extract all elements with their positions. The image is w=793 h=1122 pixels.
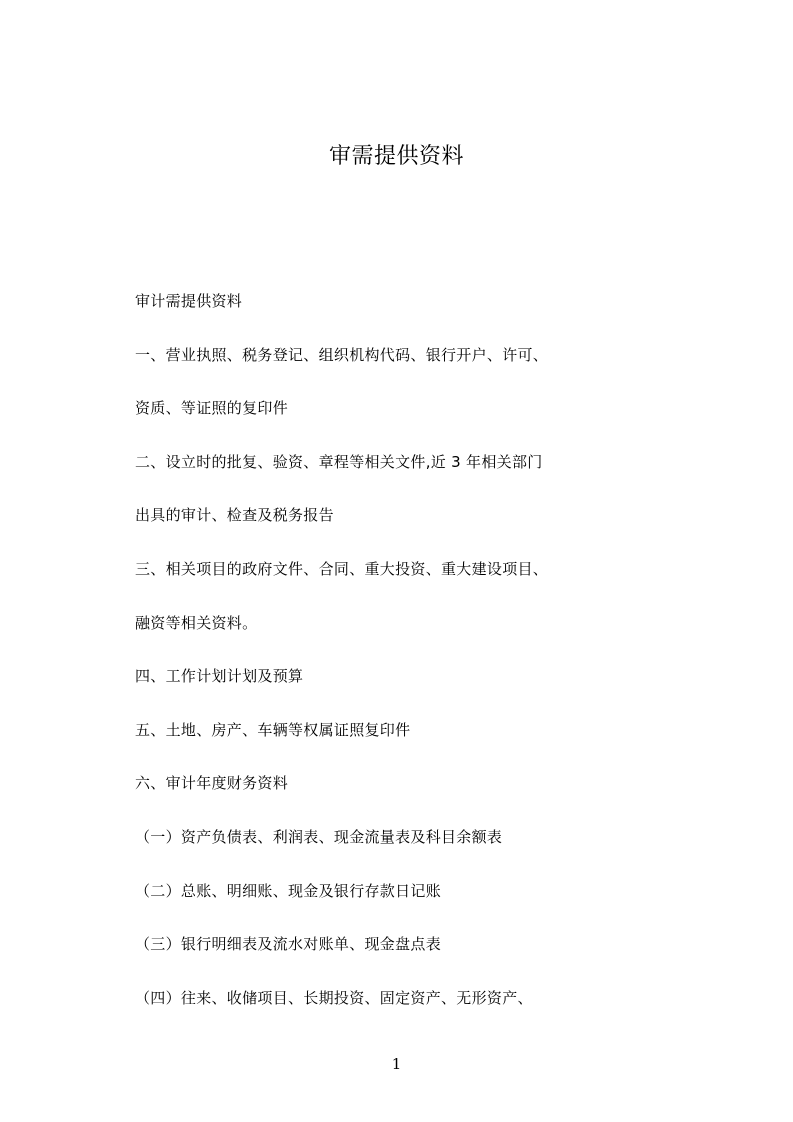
paragraph-line: 一、营业执照、税务登记、组织机构代码、银行开户、许可、: [135, 345, 549, 364]
paragraph-line: 四、工作计划计划及预算: [135, 667, 304, 686]
paragraph-line: 六、审计年度财务资料: [135, 774, 289, 793]
paragraph-line: 资质、等证照的复印件: [135, 399, 289, 418]
paragraph-line: （一）资产负债表、利润表、现金流量表及科目余额表: [135, 827, 503, 846]
paragraph-line: 融资等相关资料。: [135, 613, 258, 632]
paragraph-line: 出具的审计、检查及税务报告: [135, 506, 334, 525]
paragraph-line: 审计需提供资料: [135, 292, 243, 310]
paragraph-line: 五、土地、房产、车辆等权属证照复印件: [135, 720, 411, 739]
paragraph-line: （三）银行明细表及流水对账单、现金盘点表: [135, 935, 442, 954]
page-number: 1: [391, 1055, 402, 1073]
paragraph-line: （四）往来、收储项目、长期投资、固定资产、无形资产、: [135, 988, 533, 1007]
paragraph-line: （二）总账、明细账、现金及银行存款日记账: [135, 881, 442, 900]
document-body: [135, 286, 695, 1036]
page-title: 审需提供资料: [328, 144, 464, 169]
paragraph-line: 二、设立时的批复、验资、章程等相关文件,近 3 年相关部门: [135, 452, 543, 471]
paragraph-line: 三、相关项目的政府文件、合同、重大投资、重大建设项目、: [135, 559, 549, 578]
